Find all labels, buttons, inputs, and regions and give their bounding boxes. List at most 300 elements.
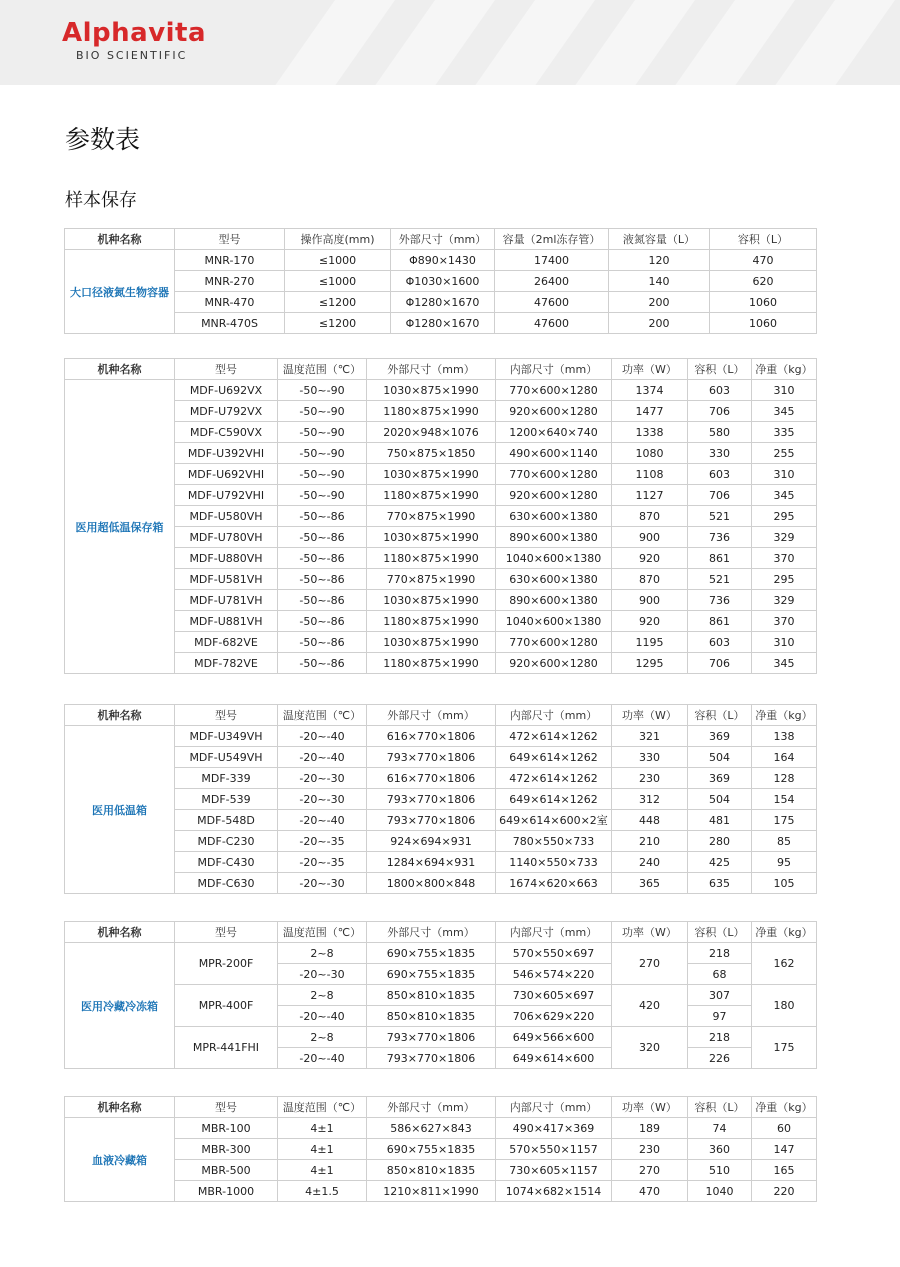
table-cell: MDF-U549VH: [175, 747, 278, 768]
header-cell: 液氮容量（L）: [609, 229, 710, 250]
table-cell: 1338: [612, 422, 688, 443]
table-cell: 295: [752, 506, 817, 527]
table-cell: 220: [752, 1181, 817, 1202]
table-cell: 74: [688, 1118, 752, 1139]
table-cell: 649×614×1262: [496, 747, 612, 768]
header-cell: 外部尺寸（mm）: [367, 1097, 496, 1118]
table-row: [65, 548, 817, 569]
table-cell: -20~-40: [278, 747, 367, 768]
table-cell: 1210×811×1990: [367, 1181, 496, 1202]
table-cell: 649×566×600: [496, 1027, 612, 1048]
table-cell: MDF-C630: [175, 873, 278, 894]
table-cell: -20~-30: [278, 873, 367, 894]
table-cell: 472×614×1262: [496, 768, 612, 789]
table-cell: 138: [752, 726, 817, 747]
header-cell: 型号: [175, 705, 278, 726]
table-row: [65, 831, 817, 852]
table-cell: 920×600×1280: [496, 485, 612, 506]
table-cell: 635: [688, 873, 752, 894]
table-cell: 310: [752, 632, 817, 653]
header-cell: 功率（W）: [612, 359, 688, 380]
table-cell: -50~-90: [278, 401, 367, 422]
table-row: [65, 464, 817, 485]
table-cell: 649×614×600×2室: [496, 810, 612, 831]
table-row: [65, 943, 817, 964]
spec-table-liquid-nitrogen: [64, 228, 817, 334]
table-cell: 603: [688, 464, 752, 485]
table-cell: 295: [752, 569, 817, 590]
header-cell: 容积（L）: [688, 359, 752, 380]
table-cell: 1060: [710, 313, 817, 334]
table-cell: 369: [688, 726, 752, 747]
table-row: [65, 443, 817, 464]
table-cell: 780×550×733: [496, 831, 612, 852]
header-cell: 净重（kg）: [752, 1097, 817, 1118]
table-cell: 1140×550×733: [496, 852, 612, 873]
table-row: [65, 611, 817, 632]
power-cell: 320: [612, 1027, 688, 1069]
header-cell: 温度范围（℃）: [278, 922, 367, 943]
table-cell: 1074×682×1514: [496, 1181, 612, 1202]
table-cell: -50~-86: [278, 611, 367, 632]
table-cell: MNR-470S: [175, 313, 285, 334]
table-row: [65, 485, 817, 506]
table-cell: 85: [752, 831, 817, 852]
header-cell: 净重（kg）: [752, 922, 817, 943]
table-cell: -20~-40: [278, 1048, 367, 1069]
table-cell: MDF-U392VHI: [175, 443, 278, 464]
table-cell: MBR-300: [175, 1139, 278, 1160]
table-cell: -20~-40: [278, 810, 367, 831]
table-cell: 850×810×1835: [367, 1160, 496, 1181]
table-cell: 690×755×1835: [367, 1139, 496, 1160]
table-cell: 1477: [612, 401, 688, 422]
table-cell: 189: [612, 1118, 688, 1139]
table-cell: 329: [752, 527, 817, 548]
table-cell: 603: [688, 380, 752, 401]
header-cell: 容积（L）: [688, 1097, 752, 1118]
table-cell: -50~-86: [278, 548, 367, 569]
table-row: [65, 1160, 817, 1181]
table-cell: 861: [688, 548, 752, 569]
table-cell: MDF-U581VH: [175, 569, 278, 590]
table-cell: MNR-170: [175, 250, 285, 271]
spec-table-low-temp-freezer: [64, 704, 817, 894]
table-cell: MDF-U881VH: [175, 611, 278, 632]
table-row: [65, 873, 817, 894]
table-cell: 890×600×1380: [496, 527, 612, 548]
table-cell: 1180×875×1990: [367, 485, 496, 506]
table-cell: 920×600×1280: [496, 401, 612, 422]
table-cell: 1030×875×1990: [367, 632, 496, 653]
table-cell: -20~-30: [278, 789, 367, 810]
table-cell: 470: [710, 250, 817, 271]
table-cell: 580: [688, 422, 752, 443]
table-cell: MNR-270: [175, 271, 285, 292]
table-cell: 1195: [612, 632, 688, 653]
table-cell: MNR-470: [175, 292, 285, 313]
table-row: [65, 1027, 817, 1048]
table-cell: 586×627×843: [367, 1118, 496, 1139]
table-cell: 345: [752, 485, 817, 506]
table-cell: MBR-1000: [175, 1181, 278, 1202]
header-cell: 功率（W）: [612, 1097, 688, 1118]
table-row: [65, 852, 817, 873]
table-cell: 649×614×600: [496, 1048, 612, 1069]
table-cell: 270: [612, 1160, 688, 1181]
table-cell: 736: [688, 527, 752, 548]
table-cell: 255: [752, 443, 817, 464]
table-cell: 570×550×697: [496, 943, 612, 964]
power-cell: 270: [612, 943, 688, 985]
table-row: [65, 380, 817, 401]
table-cell: 218: [688, 1027, 752, 1048]
table-cell: 1674×620×663: [496, 873, 612, 894]
table-cell: 280: [688, 831, 752, 852]
category-cell: 大口径液氮生物容器: [65, 250, 175, 334]
table-cell: 924×694×931: [367, 831, 496, 852]
table-cell: 128: [752, 768, 817, 789]
table-cell: 1374: [612, 380, 688, 401]
table-cell: -50~-86: [278, 653, 367, 674]
category-cell: 医用超低温保存箱: [65, 380, 175, 674]
header-cell: 温度范围（℃）: [278, 359, 367, 380]
table-cell: MDF-539: [175, 789, 278, 810]
table-cell: 448: [612, 810, 688, 831]
table-cell: 26400: [495, 271, 609, 292]
table-cell: -20~-35: [278, 852, 367, 873]
table-cell: 521: [688, 569, 752, 590]
table-cell: 321: [612, 726, 688, 747]
table-row: [65, 250, 817, 271]
header-cell: 外部尺寸（mm）: [391, 229, 495, 250]
table-cell: 616×770×1806: [367, 726, 496, 747]
table-row: [65, 422, 817, 443]
table-cell: 521: [688, 506, 752, 527]
table-row: [65, 653, 817, 674]
table-cell: 861: [688, 611, 752, 632]
model-cell: MPR-441FHI: [175, 1027, 278, 1069]
spec-table-ultra-low-freezer: [64, 358, 817, 674]
table-cell: -50~-86: [278, 632, 367, 653]
table-cell: 850×810×1835: [367, 985, 496, 1006]
table-cell: 793×770×1806: [367, 789, 496, 810]
table-row: [65, 1139, 817, 1160]
table-cell: 4±1: [278, 1160, 367, 1181]
table-cell: 470: [612, 1181, 688, 1202]
table-cell: 200: [609, 292, 710, 313]
header-cell: 净重（kg）: [752, 359, 817, 380]
table-cell: MDF-548D: [175, 810, 278, 831]
table-cell: 330: [612, 747, 688, 768]
table-cell: 472×614×1262: [496, 726, 612, 747]
table-cell: 690×755×1835: [367, 943, 496, 964]
table-cell: 900: [612, 527, 688, 548]
table-cell: 4±1: [278, 1139, 367, 1160]
table-cell: 97: [688, 1006, 752, 1027]
table-row: [65, 1181, 817, 1202]
table-cell: 1800×800×848: [367, 873, 496, 894]
table-cell: 240: [612, 852, 688, 873]
model-cell: MPR-200F: [175, 943, 278, 985]
table-row: [65, 292, 817, 313]
table-cell: MDF-U781VH: [175, 590, 278, 611]
table-row: [65, 1118, 817, 1139]
table-row: [65, 590, 817, 611]
table-cell: 1127: [612, 485, 688, 506]
table-cell: 481: [688, 810, 752, 831]
table-cell: MDF-U780VH: [175, 527, 278, 548]
table-cell: Φ1030×1600: [391, 271, 495, 292]
brand-logo: [62, 18, 206, 62]
table-cell: MDF-U692VHI: [175, 464, 278, 485]
table-cell: 329: [752, 590, 817, 611]
table-cell: 226: [688, 1048, 752, 1069]
header-cell: 温度范围（℃）: [278, 705, 367, 726]
table-row: [65, 313, 817, 334]
weight-cell: 162: [752, 943, 817, 985]
table-cell: MBR-500: [175, 1160, 278, 1181]
header-cell: 容积（L）: [688, 705, 752, 726]
table-cell: 105: [752, 873, 817, 894]
table-cell: 360: [688, 1139, 752, 1160]
table-cell: 900: [612, 590, 688, 611]
table-header-row: [65, 705, 817, 726]
table-cell: MDF-682VE: [175, 632, 278, 653]
table-cell: 570×550×1157: [496, 1139, 612, 1160]
table-cell: 147: [752, 1139, 817, 1160]
header-cell: 功率（W）: [612, 922, 688, 943]
table-cell: 870: [612, 506, 688, 527]
header-cell: 温度范围（℃）: [278, 1097, 367, 1118]
table-cell: 736: [688, 590, 752, 611]
table-cell: 307: [688, 985, 752, 1006]
table-cell: 1030×875×1990: [367, 464, 496, 485]
table-cell: 750×875×1850: [367, 443, 496, 464]
table-cell: 770×875×1990: [367, 569, 496, 590]
table-cell: MDF-U692VX: [175, 380, 278, 401]
table-cell: 425: [688, 852, 752, 873]
header-cell: 机种名称: [65, 1097, 175, 1118]
table-cell: 310: [752, 464, 817, 485]
table-cell: -20~-35: [278, 831, 367, 852]
table-cell: 1180×875×1990: [367, 611, 496, 632]
table-cell: 770×875×1990: [367, 506, 496, 527]
table-cell: -50~-86: [278, 506, 367, 527]
table-cell: 210: [612, 831, 688, 852]
table-cell: 1180×875×1990: [367, 401, 496, 422]
table-cell: 2~8: [278, 943, 367, 964]
table-cell: 730×605×1157: [496, 1160, 612, 1181]
page-title: 参数表: [65, 125, 141, 154]
table-row: [65, 985, 817, 1006]
table-row: [65, 569, 817, 590]
table-cell: 330: [688, 443, 752, 464]
table-cell: MBR-100: [175, 1118, 278, 1139]
table-cell: Φ1280×1670: [391, 292, 495, 313]
section-title: 样本保存: [65, 190, 137, 211]
table-cell: 154: [752, 789, 817, 810]
table-cell: 17400: [495, 250, 609, 271]
table-cell: 1040×600×1380: [496, 611, 612, 632]
table-cell: MDF-U349VH: [175, 726, 278, 747]
table-cell: 47600: [495, 313, 609, 334]
spec-table-blood-refrigerator: [64, 1096, 817, 1202]
header-cell: 容积（L）: [710, 229, 817, 250]
table-cell: MDF-C230: [175, 831, 278, 852]
table-cell: -20~-40: [278, 726, 367, 747]
table-cell: 310: [752, 380, 817, 401]
table-cell: 706: [688, 401, 752, 422]
table-cell: 490×417×369: [496, 1118, 612, 1139]
header-cell: 外部尺寸（mm）: [367, 922, 496, 943]
table-cell: 870: [612, 569, 688, 590]
table-cell: -50~-90: [278, 380, 367, 401]
table-cell: 616×770×1806: [367, 768, 496, 789]
table-row: [65, 747, 817, 768]
table-row: [65, 401, 817, 422]
header-cell: 外部尺寸（mm）: [367, 705, 496, 726]
table-cell: 770×600×1280: [496, 380, 612, 401]
table-cell: 1200×640×740: [496, 422, 612, 443]
brand-tagline: BIO SCIENTIFIC: [76, 49, 188, 62]
table-cell: MDF-U880VH: [175, 548, 278, 569]
model-cell: MPR-400F: [175, 985, 278, 1027]
table-cell: Φ1280×1670: [391, 313, 495, 334]
table-cell: -50~-90: [278, 485, 367, 506]
table-header-row: [65, 229, 817, 250]
table-cell: 120: [609, 250, 710, 271]
table-row: [65, 768, 817, 789]
table-cell: 1040×600×1380: [496, 548, 612, 569]
header-cell: 容量（2ml冻存管）: [495, 229, 609, 250]
header-cell: 外部尺寸（mm）: [367, 359, 496, 380]
table-cell: 4±1.5: [278, 1181, 367, 1202]
table-cell: 504: [688, 789, 752, 810]
table-cell: 175: [752, 810, 817, 831]
table-cell: 164: [752, 747, 817, 768]
table-cell: 312: [612, 789, 688, 810]
table-cell: 510: [688, 1160, 752, 1181]
table-cell: ≤1200: [285, 313, 391, 334]
table-cell: ≤1000: [285, 271, 391, 292]
table-header-row: [65, 359, 817, 380]
header-cell: 内部尺寸（mm）: [496, 359, 612, 380]
table-cell: 1030×875×1990: [367, 527, 496, 548]
weight-cell: 175: [752, 1027, 817, 1069]
table-cell: MDF-U580VH: [175, 506, 278, 527]
table-cell: 345: [752, 401, 817, 422]
table-cell: 1030×875×1990: [367, 590, 496, 611]
header-cell: 型号: [175, 359, 278, 380]
table-cell: MDF-C430: [175, 852, 278, 873]
spec-table-refrigerator-freezer: [64, 921, 817, 1069]
table-cell: 1030×875×1990: [367, 380, 496, 401]
table-cell: 920: [612, 548, 688, 569]
header-cell: 净重（kg）: [752, 705, 817, 726]
table-cell: 1295: [612, 653, 688, 674]
table-cell: 504: [688, 747, 752, 768]
table-cell: 60: [752, 1118, 817, 1139]
table-cell: 1080: [612, 443, 688, 464]
table-cell: 345: [752, 653, 817, 674]
table-cell: 1180×875×1990: [367, 653, 496, 674]
table-cell: 365: [612, 873, 688, 894]
table-cell: 850×810×1835: [367, 1006, 496, 1027]
header-cell: 机种名称: [65, 229, 175, 250]
table-cell: 706×629×220: [496, 1006, 612, 1027]
table-cell: 770×600×1280: [496, 632, 612, 653]
table-cell: 4±1: [278, 1118, 367, 1139]
table-cell: 546×574×220: [496, 964, 612, 985]
table-cell: 200: [609, 313, 710, 334]
table-cell: -20~-30: [278, 964, 367, 985]
table-cell: 793×770×1806: [367, 1048, 496, 1069]
table-row: [65, 527, 817, 548]
table-cell: -20~-40: [278, 1006, 367, 1027]
header-cell: 操作高度(mm): [285, 229, 391, 250]
header-cell: 内部尺寸（mm）: [496, 922, 612, 943]
brand-name: Alphavita: [62, 18, 207, 48]
table-header-row: [65, 1097, 817, 1118]
table-cell: 690×755×1835: [367, 964, 496, 985]
table-cell: 920×600×1280: [496, 653, 612, 674]
table-cell: ≤1000: [285, 250, 391, 271]
category-cell: 血液冷藏箱: [65, 1118, 175, 1202]
table-cell: 68: [688, 964, 752, 985]
table-cell: 1108: [612, 464, 688, 485]
table-cell: MDF-782VE: [175, 653, 278, 674]
table-cell: 1284×694×931: [367, 852, 496, 873]
table-cell: MDF-U792VX: [175, 401, 278, 422]
category-cell: 医用冷藏冷冻箱: [65, 943, 175, 1069]
header-cell: 机种名称: [65, 359, 175, 380]
table-row: [65, 271, 817, 292]
table-cell: 706: [688, 485, 752, 506]
table-cell: 890×600×1380: [496, 590, 612, 611]
table-cell: 370: [752, 611, 817, 632]
table-row: [65, 789, 817, 810]
table-cell: 1060: [710, 292, 817, 313]
table-cell: 47600: [495, 292, 609, 313]
page-header: [0, 0, 900, 85]
table-cell: 620: [710, 271, 817, 292]
table-cell: 1040: [688, 1181, 752, 1202]
table-row: [65, 632, 817, 653]
table-cell: -50~-90: [278, 422, 367, 443]
table-row: [65, 810, 817, 831]
table-cell: 706: [688, 653, 752, 674]
table-cell: 1180×875×1990: [367, 548, 496, 569]
weight-cell: 180: [752, 985, 817, 1027]
table-cell: MDF-339: [175, 768, 278, 789]
header-cell: 内部尺寸（mm）: [496, 1097, 612, 1118]
table-cell: 2~8: [278, 1027, 367, 1048]
table-cell: 335: [752, 422, 817, 443]
table-cell: 630×600×1380: [496, 506, 612, 527]
table-row: [65, 506, 817, 527]
table-header-row: [65, 922, 817, 943]
table-cell: 230: [612, 768, 688, 789]
table-cell: 95: [752, 852, 817, 873]
header-cell: 机种名称: [65, 705, 175, 726]
table-cell: -20~-30: [278, 768, 367, 789]
category-cell: 医用低温箱: [65, 726, 175, 894]
table-cell: 920: [612, 611, 688, 632]
table-cell: -50~-90: [278, 464, 367, 485]
table-row: [65, 726, 817, 747]
table-cell: 793×770×1806: [367, 747, 496, 768]
